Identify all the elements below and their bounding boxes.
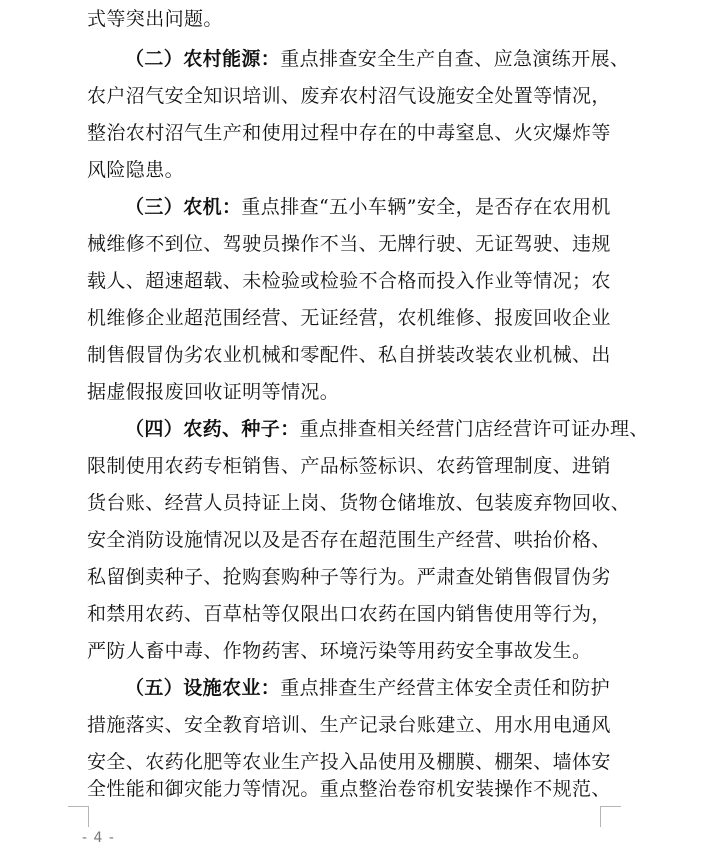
paragraph-line: 农户沼气安全知识培训、废弃农村沼气设施安全处置等情况， [87, 85, 611, 107]
paragraph-line: 安全消防设施情况以及是否存在超范围生产经营、哄抬价格、 [87, 529, 611, 551]
paragraph-line: 制售假冒伪劣农业机械和零配件、私自拼装改装农业机械、出 [87, 344, 611, 366]
section-agri-machinery-heading-line: （三）农机：重点排查“五小车辆”安全，是否存在农用机 [125, 196, 611, 218]
section-pesticides-seeds-heading-line: （四）农药、种子：重点排查相关经营门店经营许可证办理、 [125, 418, 649, 440]
page-number: - 4 - [82, 830, 115, 846]
paragraph-line: 措施落实、安全教育培训、生产记录台账建立、用水用电通风 [87, 714, 611, 736]
paragraph-line: 货台账、经营人员持证上岗、货物仓储堆放、包装废弃物回收、 [87, 492, 631, 514]
paragraph-line: 安全、农药化肥等农业生产投入品使用及棚膜、棚架、墙体安 [87, 751, 611, 773]
section-heading: （四）农药、种子： [125, 418, 300, 440]
paragraph-line: 机维修企业超范围经营、无证经营，农机维修、报废回收企业 [87, 307, 611, 329]
section-rural-energy-heading-line: （二）农村能源：重点排查安全生产自查、应急演练开展、 [125, 48, 630, 70]
paragraph-line: 限制使用农药专柜销售、产品标签标识、农药管理制度、进销 [87, 455, 611, 477]
paragraph-line: 严防人畜中毒、作物药害、环境污染等用药安全事故发生。 [87, 640, 592, 662]
section-heading: （五）设施农业： [125, 677, 281, 699]
paragraph-line: 整治农村沼气生产和使用过程中存在的中毒窒息、火灾爆炸等 [87, 122, 611, 144]
page-margin-corner-mark-right [600, 806, 621, 827]
section-heading: （二）农村能源： [125, 48, 281, 70]
section-heading: （三）农机： [125, 196, 242, 218]
paragraph-line: 风险隐患。 [87, 159, 185, 181]
paragraph-line: 式等突出问题。 [87, 8, 223, 30]
section-facility-agriculture-heading-line: （五）设施农业：重点排查生产经营主体安全责任和防护 [125, 677, 611, 699]
paragraph-line: 载人、超速超载、未检验或检验不合格而投入作业等情况；农 [87, 270, 611, 292]
paragraph-line: 据虚假报废回收证明等情况。 [87, 381, 340, 403]
page-margin-corner-mark-left [68, 806, 89, 827]
paragraph-line: 私留倒卖种子、抢购套购种子等行为。严肃查处销售假冒伪劣 [87, 566, 611, 588]
paragraph-line: 全性能和御灾能力等情况。重点整治卷帘机安装操作不规范、 [87, 778, 611, 800]
paragraph-line: 和禁用农药、百草枯等仅限出口农药在国内销售使用等行为， [87, 603, 611, 625]
paragraph-line: 械维修不到位、驾驶员操作不当、无牌行驶、无证驾驶、违规 [87, 233, 611, 255]
